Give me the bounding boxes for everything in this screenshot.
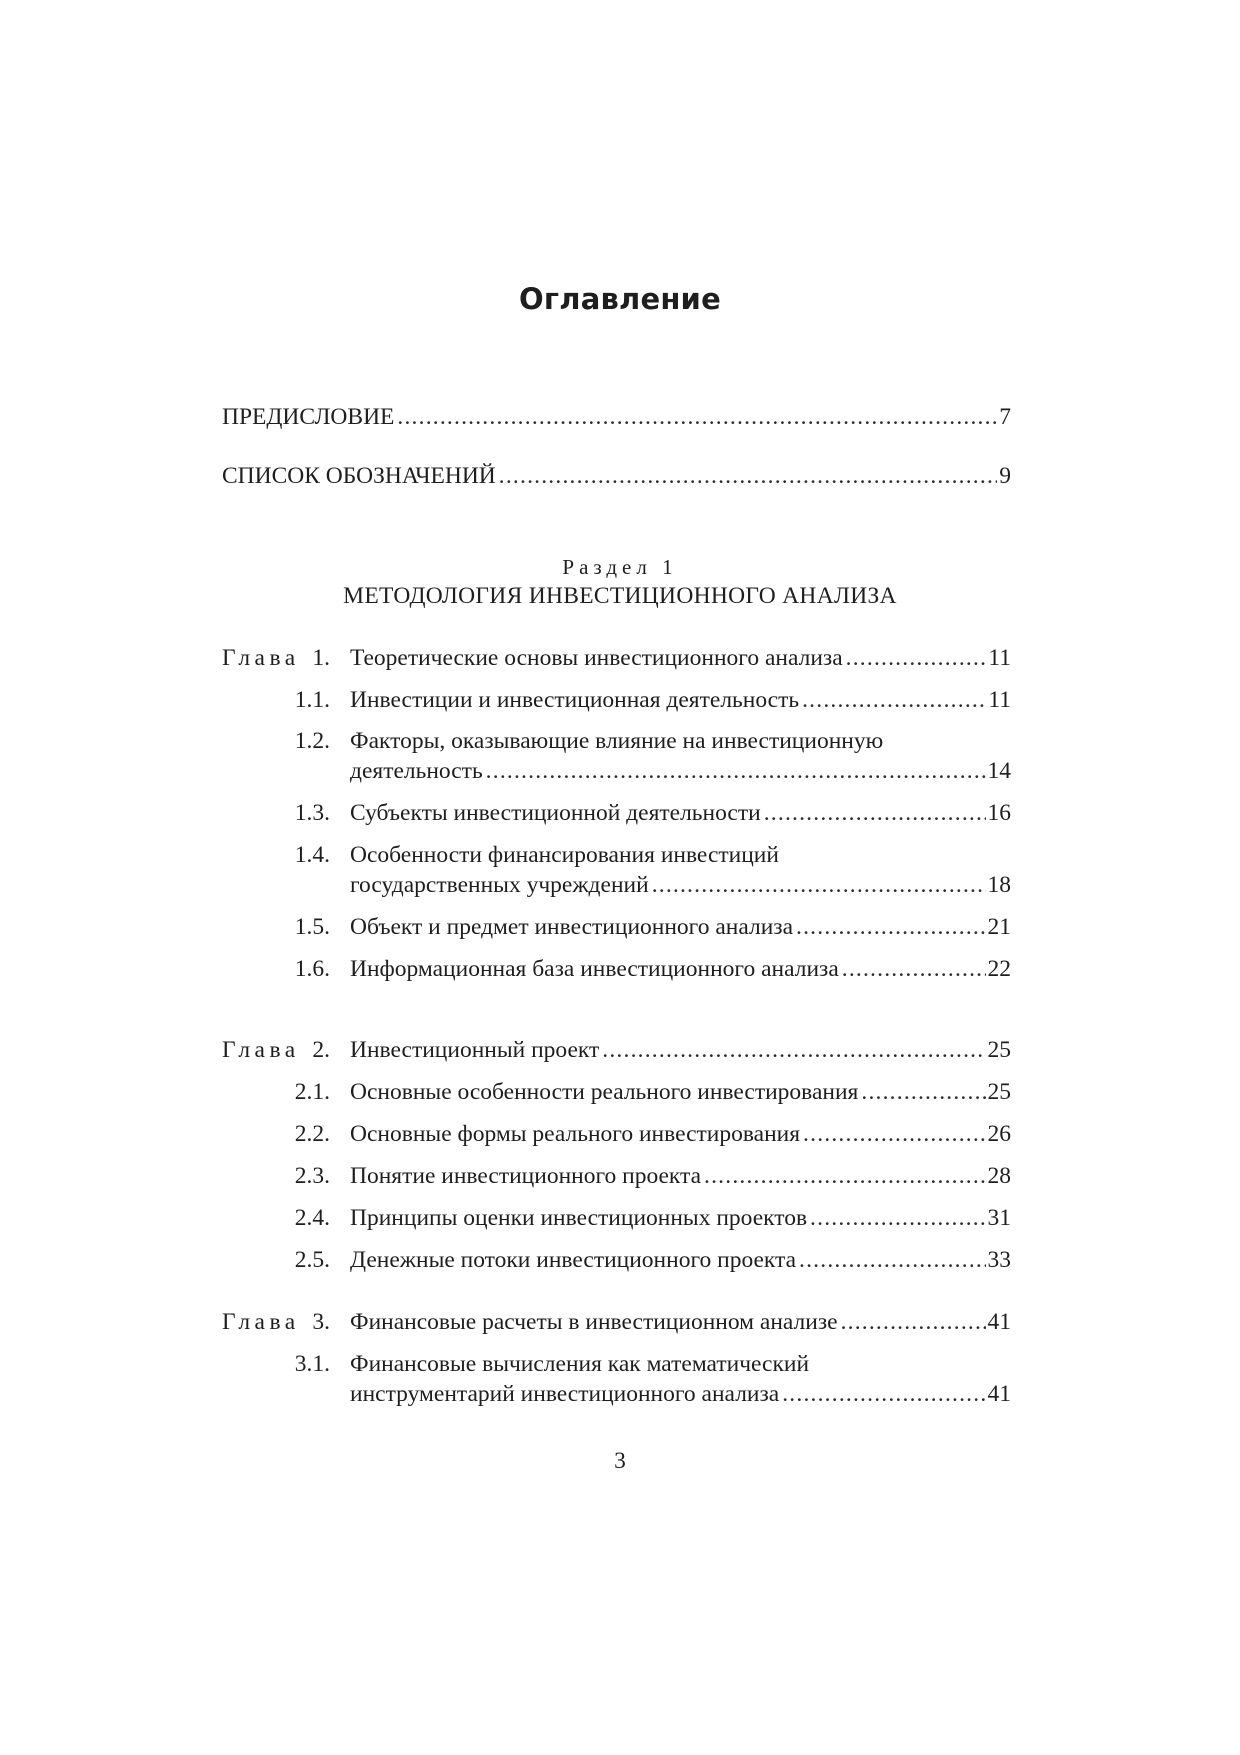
dot-leader — [842, 955, 986, 984]
page-number: 28 — [987, 1163, 1011, 1189]
page-number: 11 — [988, 687, 1011, 713]
toc-entry-section-1-5[interactable] — [350, 913, 1011, 942]
part-label: Раздел 1 — [562, 555, 678, 579]
part-title: МЕТОДОЛОГИЯ ИНВЕСТИЦИОННОГО АНАЛИЗА — [343, 583, 897, 609]
toc-entry-section-2-4[interactable] — [350, 1204, 1011, 1233]
toc-entry-section-1-2[interactable] — [350, 757, 1011, 786]
dot-leader — [810, 1204, 985, 1233]
toc-entry-section-2-1[interactable] — [350, 1078, 1011, 1107]
page-number: 9 — [999, 463, 1011, 489]
entry-title: Информационная база инвестиционного анализа — [350, 956, 839, 982]
chapter-number: 1. — [312, 645, 330, 671]
entry-title: Финансовые расчеты в инвестиционном анализе — [350, 1309, 838, 1335]
toc-entry-section-1-2-line-1[interactable]: Факторы, оказывающие влияние на инвестиционную — [350, 728, 884, 754]
section-number: 2.1. — [294, 1079, 330, 1105]
dot-leader — [782, 1380, 985, 1409]
dot-leader — [704, 1162, 985, 1191]
dot-leader — [499, 462, 997, 491]
section-number: 1.1. — [294, 687, 330, 713]
dot-leader — [486, 757, 986, 786]
section-number: 1.6. — [294, 956, 330, 982]
toc-entry-section-1-6[interactable] — [350, 955, 1011, 984]
toc-entry-chapter-3[interactable] — [350, 1308, 1011, 1337]
toc-entry-section-3-1[interactable] — [350, 1380, 1011, 1409]
section-number: 2.5. — [294, 1247, 330, 1273]
toc-entry-section-2-2[interactable] — [350, 1120, 1011, 1149]
page-number: 41 — [987, 1381, 1011, 1407]
dot-leader — [397, 403, 997, 432]
page-number: 16 — [987, 800, 1011, 826]
entry-title: Инвестиционный проект — [350, 1037, 600, 1063]
toc-entry-section-2-5[interactable] — [350, 1246, 1011, 1275]
entry-title: Принципы оценки инвестиционных проектов — [350, 1205, 808, 1231]
section-number: 1.2. — [294, 728, 330, 754]
dot-leader — [652, 871, 986, 900]
entry-title: Субъекты инвестиционной деятельности — [350, 800, 761, 826]
page-number: 41 — [987, 1309, 1011, 1335]
entry-title: Понятие инвестиционного проекта — [350, 1163, 702, 1189]
section-number: 1.5. — [294, 914, 330, 940]
dot-leader — [846, 644, 987, 673]
entry-title: государственных учреждений — [350, 872, 649, 898]
toc-entry-chapter-2[interactable] — [350, 1036, 1011, 1065]
section-number: 2.3. — [294, 1163, 330, 1189]
page-number: 26 — [987, 1121, 1011, 1147]
chapter-number: 3. — [312, 1309, 330, 1335]
section-number: 1.3. — [294, 800, 330, 826]
entry-title: Основные особенности реального инвестирования — [350, 1079, 859, 1105]
chapter-label: Глава — [222, 645, 300, 671]
chapter-label: Глава — [222, 1037, 300, 1063]
section-number: 2.2. — [294, 1121, 330, 1147]
page-number: 31 — [987, 1205, 1011, 1231]
dot-leader — [802, 686, 986, 715]
toc-entry-section-1-1[interactable] — [350, 686, 1011, 715]
chapter-number: 2. — [312, 1037, 330, 1063]
page-number: 25 — [987, 1079, 1011, 1105]
toc-entry-notation[interactable] — [222, 462, 1011, 491]
entry-title: ПРЕДИСЛОВИЕ — [222, 404, 395, 430]
entry-title: Основные формы реального инвестирования — [350, 1121, 801, 1147]
entry-title: деятельность — [350, 758, 483, 784]
entry-title: Инвестиции и инвестиционная деятельность — [350, 687, 800, 713]
entry-title: Теоретические основы инвестиционного анализа — [350, 645, 843, 671]
page-folio: 3 — [614, 1448, 626, 1474]
toc-entry-preface[interactable] — [222, 403, 1011, 432]
page-number: 22 — [987, 956, 1011, 982]
dot-leader — [602, 1036, 985, 1065]
toc-entry-section-1-3[interactable] — [350, 799, 1011, 828]
chapter-label: Глава — [222, 1309, 300, 1335]
dot-leader — [764, 799, 986, 828]
page-number: 11 — [988, 645, 1011, 671]
dot-leader — [861, 1078, 985, 1107]
entry-title: инструментарий инвестиционного анализа — [350, 1381, 780, 1407]
dot-leader — [799, 1246, 985, 1275]
page-number: 14 — [987, 758, 1011, 784]
page-number: 18 — [987, 872, 1011, 898]
page-number: 21 — [987, 914, 1011, 940]
toc-entry-section-1-4[interactable] — [350, 871, 1011, 900]
section-number: 2.4. — [294, 1205, 330, 1231]
page-title: Оглавление — [519, 282, 721, 316]
entry-title: Объект и предмет инвестиционного анализа — [350, 914, 794, 940]
toc-entry-chapter-1[interactable] — [350, 644, 1011, 673]
toc-entry-section-2-3[interactable] — [350, 1162, 1011, 1191]
page-number: 25 — [987, 1037, 1011, 1063]
section-number: 1.4. — [294, 842, 330, 868]
toc-entry-section-3-1-line-1[interactable]: Финансовые вычисления как математический — [350, 1351, 810, 1377]
page-number: 33 — [987, 1247, 1011, 1273]
dot-leader — [803, 1120, 985, 1149]
entry-title: СПИСОК ОБОЗНАЧЕНИЙ — [222, 463, 496, 489]
page-number: 7 — [999, 404, 1011, 430]
dot-leader — [841, 1308, 986, 1337]
dot-leader — [796, 913, 985, 942]
section-number: 3.1. — [294, 1351, 330, 1377]
entry-title: Денежные потоки инвестиционного проекта — [350, 1247, 797, 1273]
toc-entry-section-1-4-line-1[interactable]: Особенности финансирования инвестиций — [350, 842, 779, 868]
